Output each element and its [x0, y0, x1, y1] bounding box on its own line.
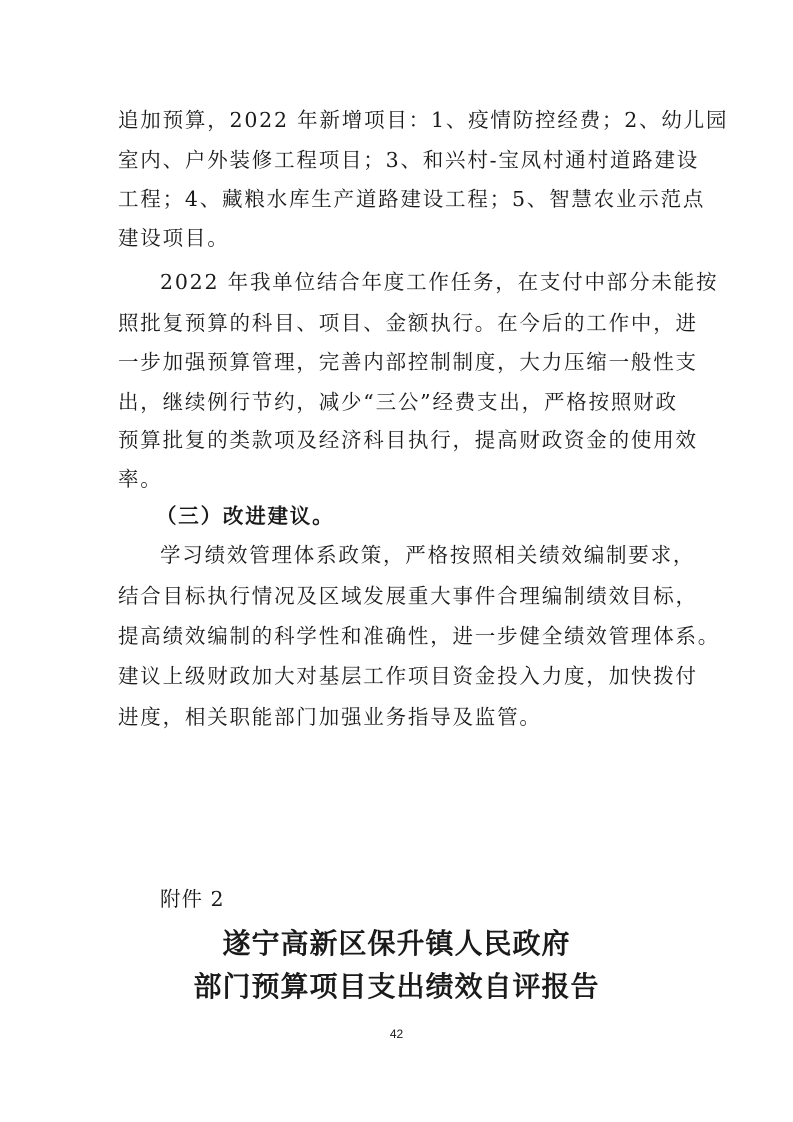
- paragraph-line: 室内、户外装修工程项目；3、和兴村-宝凤村通村道路建设: [118, 148, 700, 172]
- paragraph-line: 提高绩效编制的科学性和准确性，进一步健全绩效管理体系。: [118, 624, 721, 648]
- paragraph-line: 预算批复的类款项及经济科目执行，提高财政资金的使用效: [118, 428, 698, 452]
- paragraph-line: 结合目标执行情况及区域发展重大事件合理编制绩效目标，: [118, 584, 698, 608]
- paragraph-line: 率。: [118, 467, 163, 491]
- attachment-title-line1: 遂宁高新区保升镇人民政府: [222, 927, 571, 960]
- page-number: 42: [389, 1027, 404, 1041]
- paragraph-line: 追加预算，2022 年新增项目：1、疫情防控经费；2、幼儿园: [118, 108, 729, 132]
- paragraph-line: 建议上级财政加大对基层工作项目资金投入力度，加快拨付: [118, 664, 698, 688]
- paragraph-line: 工程；4、藏粮水库生产道路建设工程；5、智慧农业示范点: [118, 187, 706, 211]
- paragraph-line: 进度，相关职能部门加强业务指导及监管。: [118, 705, 542, 729]
- paragraph-line: 建设项目。: [118, 226, 230, 250]
- attachment-label: 附件 2: [160, 887, 225, 911]
- paragraph-line: 一步加强预算管理，完善内部控制制度，大力压缩一般性支: [118, 350, 698, 374]
- attachment-title-line2: 部门预算项目支出绩效自评报告: [193, 970, 600, 1003]
- paragraph-line: 2022 年我单位结合年度工作任务，在支付中部分未能按: [160, 270, 719, 294]
- paragraph-line: 学习绩效管理体系政策，严格按照相关绩效编制要求，: [160, 543, 696, 567]
- section-heading: （三）改进建议。: [156, 504, 335, 528]
- paragraph-line: 照批复预算的科目、项目、金额执行。在今后的工作中，进: [118, 311, 698, 335]
- paragraph-line: 出，继续例行节约，减少“三公”经费支出，严格按照财政: [118, 390, 678, 414]
